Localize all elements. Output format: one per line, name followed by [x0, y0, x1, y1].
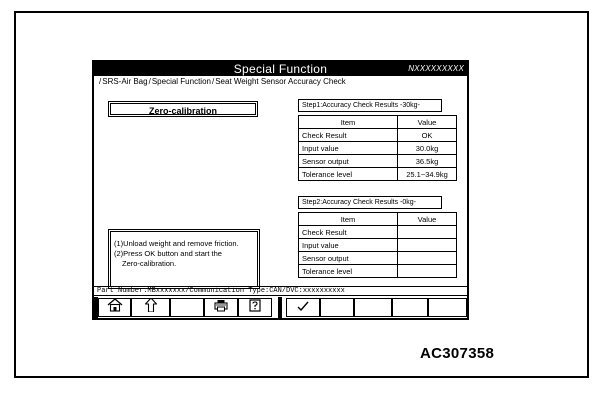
back-icon — [142, 298, 160, 317]
row-item: Input value — [299, 239, 398, 252]
help-icon — [249, 299, 261, 317]
screen-title: Special Function — [233, 62, 328, 76]
table-header-row — [299, 213, 457, 226]
table-row — [299, 252, 457, 265]
column-header-item: Item — [299, 213, 398, 226]
check-icon — [296, 299, 310, 317]
row-value — [398, 265, 457, 278]
toolbar — [94, 297, 467, 318]
toolbar-blank-button-1[interactable] — [170, 298, 204, 317]
table-row — [299, 142, 457, 155]
device-id: NXXXXXXXXX — [408, 64, 464, 73]
toolbar-separator — [278, 297, 282, 318]
instructions-box — [108, 229, 260, 289]
instructions-frame — [110, 231, 258, 287]
print-button[interactable] — [204, 298, 238, 317]
step2-panel — [298, 196, 442, 278]
row-item: Tolerance level — [299, 168, 398, 181]
part-number-status: Part Number:MBxxxxxxx/Communication Type:CAN/DVC:xxxxxxxxxx — [94, 286, 467, 296]
table-row — [299, 226, 457, 239]
help-button[interactable] — [238, 298, 272, 317]
table-row — [299, 168, 457, 181]
home-icon — [107, 298, 123, 317]
row-item: Sensor output — [299, 252, 398, 265]
column-header-value: Value — [398, 116, 457, 129]
step1-panel — [298, 99, 448, 181]
row-value: 30.0kg — [398, 142, 457, 155]
ok-button[interactable] — [286, 298, 320, 317]
row-item: Check Result — [299, 226, 398, 239]
row-value: 25.1~34.9kg — [398, 168, 457, 181]
instruction-line-3: Zero-calibration. — [122, 259, 177, 268]
row-item: Input value — [299, 142, 398, 155]
instruction-line-1: (1)Unload weight and remove friction. — [114, 239, 239, 248]
table-row — [299, 265, 457, 278]
instruction-line-2: (2)Press OK button and start the — [114, 249, 222, 258]
step1-title: Step1:Accuracy Check Results -30kg- — [298, 99, 442, 112]
table-row — [299, 129, 457, 142]
breadcrumb: /SRS-Air Bag/Special Function/Seat Weight Sensor Accuracy Check — [99, 77, 346, 86]
table-header-row — [299, 116, 457, 129]
step2-title: Step2:Accuracy Check Results -0kg- — [298, 196, 442, 209]
row-value — [398, 252, 457, 265]
diagnostic-screen — [92, 60, 469, 320]
row-item: Sensor output — [299, 155, 398, 168]
breadcrumb-item-special-function[interactable]: Special Function — [151, 77, 211, 86]
home-button[interactable] — [98, 298, 131, 317]
table-row — [299, 239, 457, 252]
zero-calibration-button[interactable] — [108, 101, 258, 117]
toolbar-blank-button-3[interactable] — [354, 298, 392, 317]
breadcrumb-item-srs[interactable]: SRS-Air Bag — [102, 77, 148, 86]
figure-code: AC307358 — [420, 345, 495, 362]
zero-calibration-label: Zero-calibration — [148, 106, 217, 116]
row-value — [398, 239, 457, 252]
toolbar-blank-button-2[interactable] — [320, 298, 354, 317]
row-value — [398, 226, 457, 239]
print-icon — [214, 299, 228, 317]
table-row — [299, 155, 457, 168]
column-header-value: Value — [398, 213, 457, 226]
title-bar — [94, 62, 467, 76]
toolbar-blank-button-5[interactable] — [428, 298, 467, 317]
zero-calibration-frame — [110, 103, 256, 115]
row-item: Check Result — [299, 129, 398, 142]
row-value: 36.5kg — [398, 155, 457, 168]
row-value: OK — [398, 129, 457, 142]
step1-table — [298, 115, 457, 181]
column-header-item: Item — [299, 116, 398, 129]
back-button[interactable] — [131, 298, 170, 317]
row-item: Tolerance level — [299, 265, 398, 278]
toolbar-blank-button-4[interactable] — [392, 298, 428, 317]
breadcrumb-item-accuracy-check[interactable]: Seat Weight Sensor Accuracy Check — [215, 77, 346, 86]
step2-table — [298, 212, 457, 278]
